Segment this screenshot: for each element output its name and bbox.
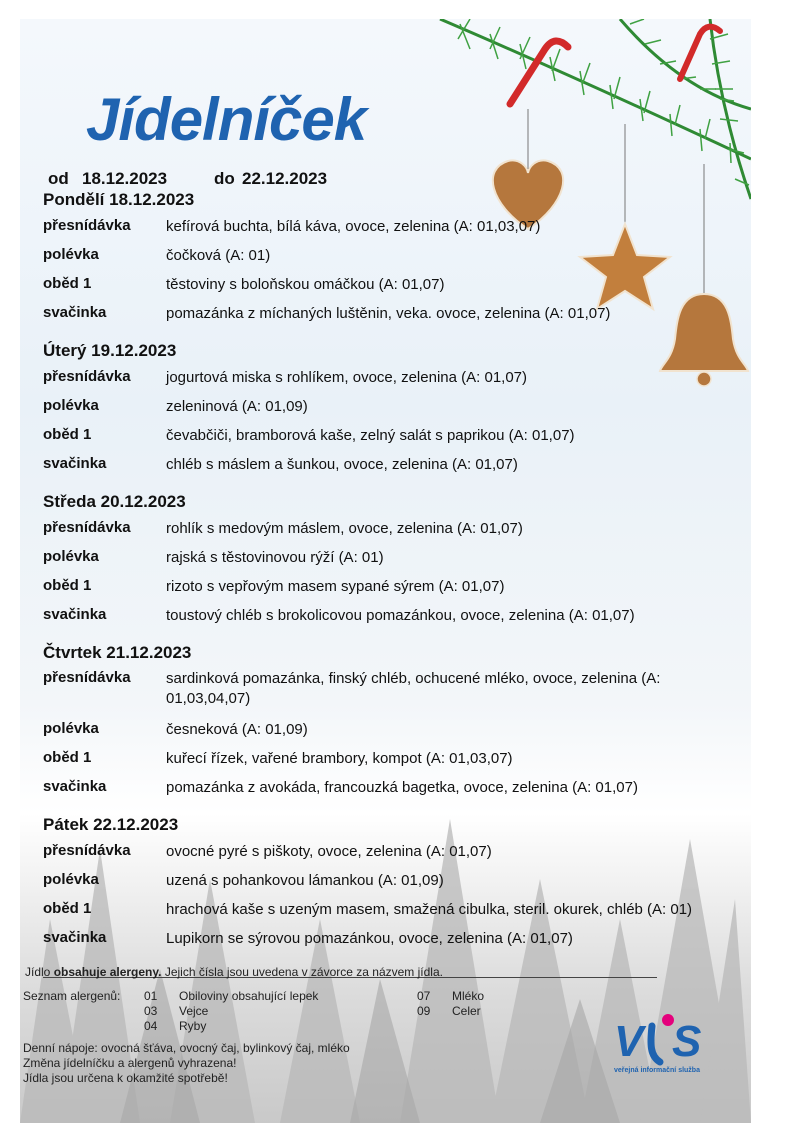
meal-text: hrachová kaše s uzeným masem, smažená cibulka, steril. okurek, chléb (A: 01)	[166, 901, 693, 918]
date-from-label: od	[48, 169, 69, 188]
meal-text: jogurtová miska s rohlíkem, ovoce, zelenina (A: 01,07)	[166, 369, 528, 386]
meal-label: polévka	[43, 246, 99, 263]
date-from: 18.12.2023	[82, 169, 168, 188]
allergen-list-label: Seznam alergenů:	[23, 989, 121, 1003]
meal-text: těstoviny s boloňskou omáčkou (A: 01,07)	[166, 276, 445, 293]
allergen-code: 04	[144, 1019, 158, 1033]
date-to: 22.12.2023	[242, 169, 328, 188]
meal-text: kuřecí řízek, vařené brambory, kompot (A: 01,03,07)	[166, 750, 513, 767]
page-title: Jídelníček	[86, 86, 367, 153]
date-to-label: do	[214, 169, 235, 188]
allergen-name: Mléko	[452, 989, 485, 1003]
allergen-name: Ryby	[179, 1019, 207, 1033]
meal-label: oběd 1	[43, 426, 92, 443]
meal-text: čočková (A: 01)	[166, 247, 271, 264]
meal-label: přesnídávka	[43, 217, 131, 234]
meal-label: přesnídávka	[43, 842, 131, 859]
meal-label: přesnídávka	[43, 519, 131, 536]
meal-label: svačinka	[43, 455, 107, 472]
allergen-code: 03	[144, 1004, 158, 1018]
meal-text: česneková (A: 01,09)	[166, 721, 308, 738]
allergen-note	[25, 965, 443, 979]
meal-text: chléb s máslem a šunkou, ovoce, zelenina (A: 01,07)	[166, 456, 518, 473]
day-title: Pondělí 18.12.2023	[43, 190, 195, 209]
allergen-name: Obiloviny obsahující lepek	[179, 989, 319, 1003]
meal-label: oběd 1	[43, 577, 92, 594]
meal-label: polévka	[43, 548, 99, 565]
meal-label: přesnídávka	[43, 669, 131, 686]
vis-logo-tagline: veřejná informační služba	[614, 1067, 700, 1074]
meal-text: pomazánka z míchaných luštěnin, veka. ovoce, zelenina (A: 01,07)	[166, 305, 611, 322]
meal-label: oběd 1	[43, 275, 92, 292]
meal-text: rohlík s medovým máslem, ovoce, zelenina (A: 01,07)	[166, 520, 523, 537]
meal-label: svačinka	[43, 606, 107, 623]
meal-label: polévka	[43, 397, 99, 414]
meal-text: čevabčiči, bramborová kaše, zelný salát s paprikou (A: 01,07)	[166, 427, 575, 444]
meal-text: rizoto s vepřovým masem sypané sýrem (A: 01,07)	[166, 578, 505, 595]
meal-label: polévka	[43, 720, 99, 737]
day-title: Pátek 22.12.2023	[43, 815, 179, 834]
meal-label: přesnídávka	[43, 368, 131, 385]
allergen-note-suffix: Jejich čísla jsou uvedena v závorce za názvem jídla.	[161, 965, 443, 979]
menu-sheet	[20, 19, 751, 1123]
meal-text: sardinková pomazánka, finský chléb, ochucené mléko, ovoce, zelenina (A: 01,03,04,07)	[166, 670, 661, 707]
allergen-name: Vejce	[179, 1004, 209, 1018]
svg-text:S: S	[672, 1017, 702, 1066]
vis-logo	[610, 1004, 720, 1089]
meal-label: polévka	[43, 871, 99, 888]
allergen-note-bold: obsahuje alergeny.	[53, 965, 162, 979]
date-range	[48, 169, 327, 189]
meal-text: Lupikorn se sýrovou pomazánkou, ovoce, zelenina (A: 01,07)	[166, 930, 573, 947]
meal-text: ovocné pyré s piškoty, ovoce, zelenina (A: 01,07)	[166, 843, 492, 860]
meal-label: svačinka	[43, 929, 107, 946]
day-title: Středa 20.12.2023	[43, 492, 186, 511]
footer-drinks: Denní nápoje: ovocná šťáva, ovocný čaj, bylinkový čaj, mléko	[23, 1041, 350, 1055]
allergen-code: 09	[417, 1004, 431, 1018]
allergen-code: 07	[417, 989, 431, 1003]
meal-label: oběd 1	[43, 900, 92, 917]
meal-text: rajská s těstovinovou rýží (A: 01)	[166, 549, 384, 566]
footer-consumption-note: Jídla jsou určena k okamžité spotřebě!	[23, 1071, 228, 1085]
allergen-note-prefix: Jídlo	[25, 965, 54, 979]
meal-label: svačinka	[43, 304, 107, 321]
footer-change-note: Změna jídelníčku a alergenů vyhrazena!	[23, 1056, 237, 1070]
meal-text: pomazánka z avokáda, francouzká bagetka, ovoce, zelenina (A: 01,07)	[166, 779, 638, 796]
meal-text: toustový chléb s brokolicovou pomazánkou, ovoce, zelenina (A: 01,07)	[166, 607, 635, 624]
meal-label: oběd 1	[43, 749, 92, 766]
meal-text: uzená s pohankovou lámankou (A: 01,09)	[166, 872, 444, 889]
meal-label: svačinka	[43, 778, 107, 795]
allergen-name: Celer	[452, 1004, 481, 1018]
day-title: Úterý 19.12.2023	[43, 341, 177, 360]
svg-text:V: V	[614, 1017, 644, 1066]
allergen-code: 01	[144, 989, 158, 1003]
day-title: Čtvrtek 21.12.2023	[43, 643, 192, 662]
meal-text: kefírová buchta, bílá káva, ovoce, zelenina (A: 01,03,07)	[166, 218, 541, 235]
meal-text: zeleninová (A: 01,09)	[166, 398, 308, 415]
